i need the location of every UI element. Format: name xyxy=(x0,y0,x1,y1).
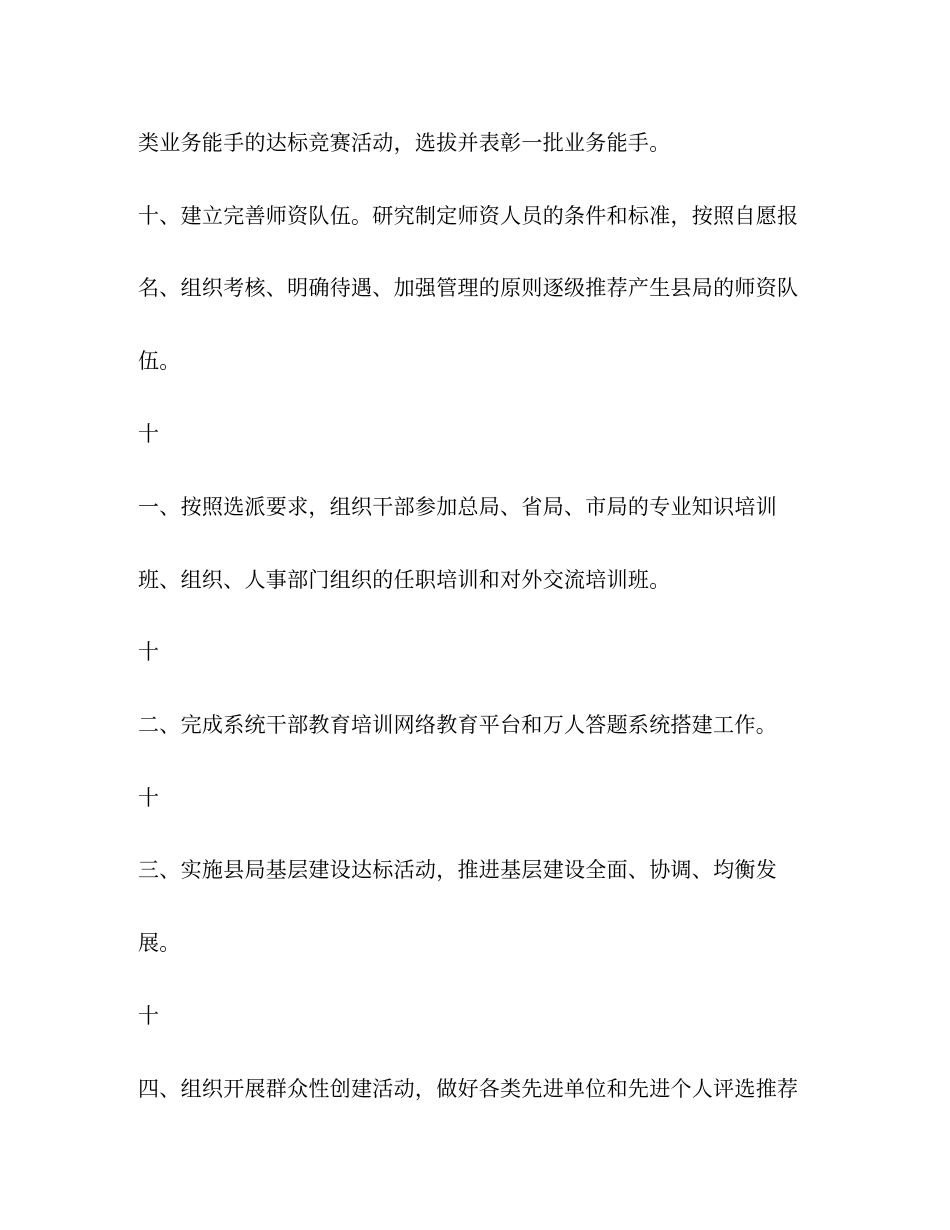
text-line: 二、完成系统干部教育培训网络教育平台和万人答题系统搭建工作。 xyxy=(138,713,777,737)
text-line: 三、实施县局基层建设达标活动，推进基层建设全面、协调、均衡发 xyxy=(138,858,777,882)
text-line: 十 xyxy=(138,640,160,664)
text-line: 班、组织、人事部门组织的任职培训和对外交流培训班。 xyxy=(138,568,671,592)
text-line: 名、组织考核、明确待遇、加强管理的原则逐级推荐产生县局的师资队 xyxy=(138,276,799,300)
text-line: 伍。 xyxy=(138,349,181,373)
text-line: 一、按照选派要求，组织干部参加总局、省局、市局的专业知识培训 xyxy=(138,495,777,519)
text-line: 展。 xyxy=(138,931,181,955)
text-line: 十、建立完善师资队伍。研究制定师资人员的条件和标准，按照自愿报 xyxy=(138,204,799,228)
text-line: 十 xyxy=(138,1004,160,1028)
text-line: 四、组织开展群众性创建活动，做好各类先进单位和先进个人评选推荐 xyxy=(138,1077,799,1101)
text-line: 十 xyxy=(138,422,160,446)
text-line: 类业务能手的达标竞赛活动，选拔并表彰一批业务能手。 xyxy=(138,131,671,155)
text-line: 十 xyxy=(138,786,160,810)
